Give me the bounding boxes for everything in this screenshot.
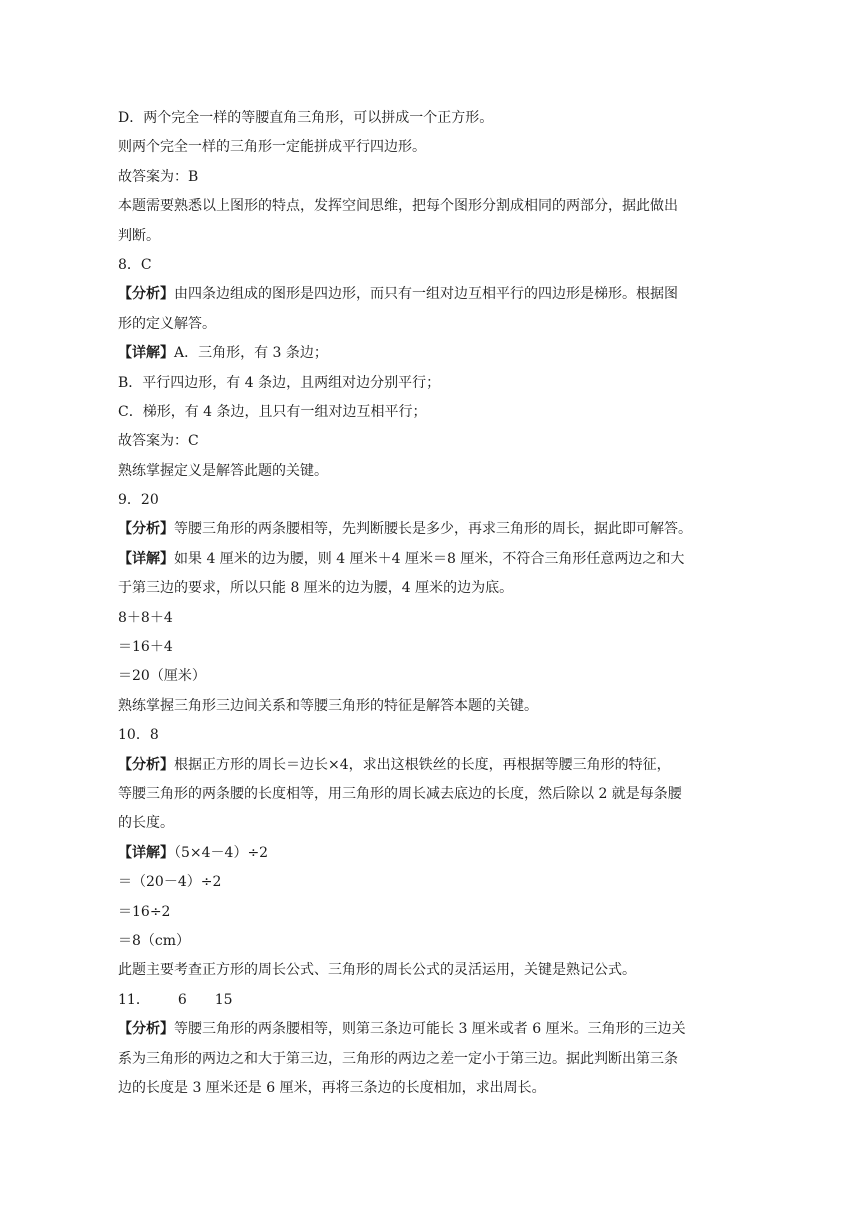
analysis-text: 等腰三角形的两条腰相等，先判断腰长是多少，再求三角形的周长，据此即可解答。: [174, 521, 692, 538]
detail-line: [118, 545, 738, 574]
question-11-answer: [118, 986, 738, 1015]
detail-tag: 【详解】: [118, 345, 174, 362]
text-line: 本题需要熟悉以上图形的特点，发挥空间思维，把每个图形分割成相同的两部分，据此做出: [118, 198, 678, 215]
detail-line: [118, 839, 738, 868]
answer-line: 故答案为：B: [118, 168, 199, 185]
analysis-tag: 【分析】: [118, 286, 174, 303]
detail-tag: 【详解】: [118, 550, 174, 567]
equation-line: ＝16÷2: [118, 903, 171, 920]
text-line: 于第三边的要求，所以只能 8 厘米的边为腰，4 厘米的边为底。: [118, 580, 514, 597]
question-8-answer: 8．C: [118, 256, 152, 273]
text-line: 判断。: [118, 227, 160, 244]
analysis-tag: 【分析】: [118, 756, 174, 773]
text-line: 边的长度是 3 厘米还是 6 厘米，再将三条边的长度相加，求出周长。: [118, 1079, 546, 1096]
analysis-line: [118, 1015, 738, 1044]
equation-line: ＝（20－4）÷2: [118, 874, 222, 891]
equation-line: ＝20（厘米）: [118, 668, 206, 685]
detail-text: 如果 4 厘米的边为腰，则 4 厘米＋4 厘米＝8 厘米，不符合三角形任意两边之和大: [174, 550, 685, 567]
question-9-answer: 9．20: [118, 492, 159, 509]
analysis-line: [118, 515, 738, 544]
question-10-answer: 10．8: [118, 727, 159, 744]
text-line: 熟练掌握三角形三边间关系和等腰三角形的特征是解答本题的关键。: [118, 697, 538, 714]
text-line: D．两个完全一样的等腰直角三角形，可以拼成一个正方形。: [118, 110, 494, 126]
analysis-text: 根据正方形的周长＝边长×4，求出这根铁丝的长度，再根据等腰三角形的特征，: [174, 756, 671, 773]
equation-line: ＝16＋4: [118, 639, 173, 656]
text-line: 形的定义解答。: [118, 315, 216, 332]
text-line: C．梯形，有 4 条边，且只有一组对边互相平行；: [118, 403, 427, 420]
equation-line: 8＋8＋4: [118, 609, 173, 626]
analysis-tag: 【分析】: [118, 521, 174, 538]
detail-text: （5×4－4）÷2: [174, 844, 269, 861]
answer-blank-2: 15: [214, 991, 233, 1008]
text-line: 此题主要考查正方形的周长公式、三角形的周长公式的灵活运用，关键是熟记公式。: [118, 962, 636, 979]
analysis-text: 等腰三角形的两条腰相等，则第三条边可能长 3 厘米或者 6 厘米。三角形的三边关: [174, 1021, 686, 1038]
text-line: B．平行四边形，有 4 条边，且两组对边分别平行；: [118, 374, 441, 391]
analysis-line: [118, 280, 738, 309]
text-line: 则两个完全一样的三角形一定能拼成平行四边形。: [118, 139, 426, 156]
text-line: 熟练掌握定义是解答此题的关键。: [118, 462, 328, 479]
answer-document: [118, 104, 738, 1103]
detail-line: [118, 339, 738, 368]
equation-line: ＝8（cm）: [118, 932, 191, 949]
detail-text: A．三角形，有 3 条边；: [174, 345, 328, 362]
answer-blank-1: 6: [177, 991, 187, 1008]
analysis-line: [118, 751, 738, 780]
answer-line: 故答案为：C: [118, 433, 199, 450]
question-number: 11．: [118, 991, 150, 1008]
analysis-text: 由四条边组成的图形是四边形，而只有一组对边互相平行的四边形是梯形。根据图: [174, 286, 678, 303]
analysis-tag: 【分析】: [118, 1021, 174, 1038]
text-line: 的长度。: [118, 815, 174, 832]
detail-tag: 【详解】: [118, 844, 174, 861]
text-line: 系为三角形的两边之和大于第三边，三角形的两边之差一定小于第三边。据此判断出第三条: [118, 1050, 678, 1067]
text-line: 等腰三角形的两条腰的长度相等，用三角形的周长减去底边的长度，然后除以 2 就是每条腰: [118, 785, 682, 802]
